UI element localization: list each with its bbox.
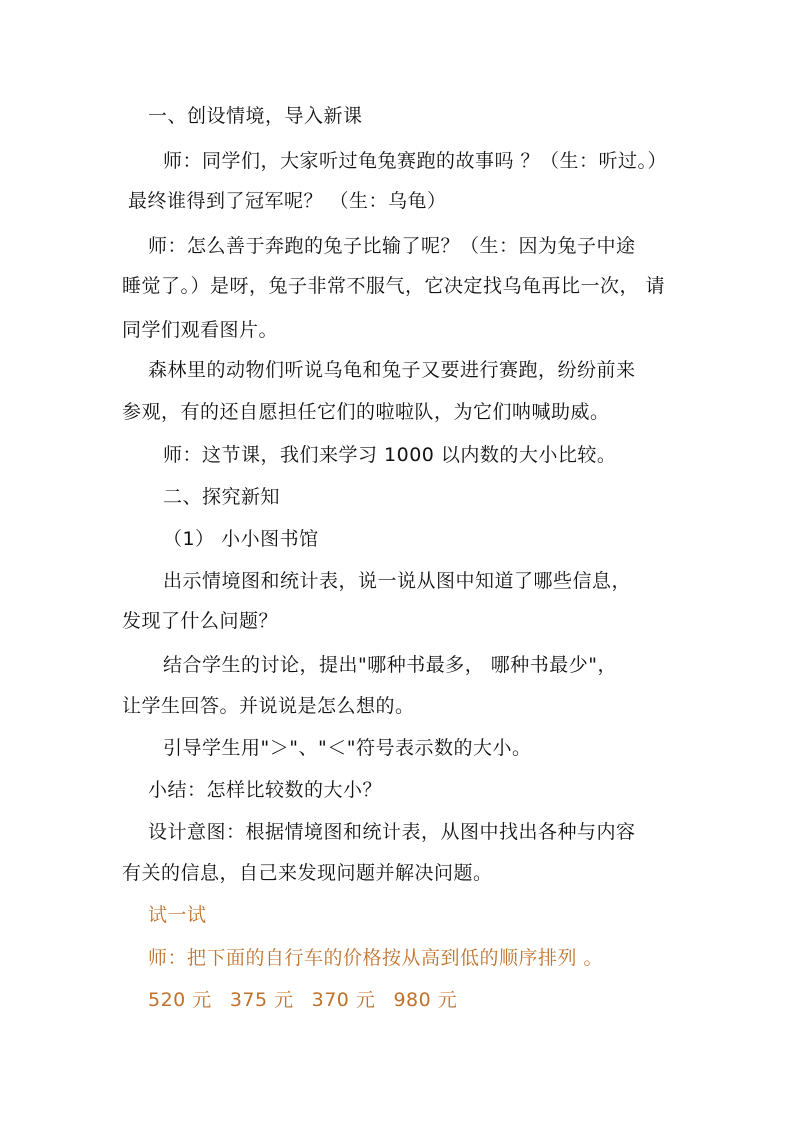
- price-item: 370 元: [311, 989, 376, 1011]
- paragraph-line: 师：这节课，我们来学习 1000 以内数的大小比较。: [163, 444, 617, 466]
- paragraph-line: 让学生回答。并说说是怎么想的。: [122, 695, 415, 717]
- paragraph-line: 最终谁得到了冠军呢？ （生：乌龟）: [128, 190, 447, 212]
- paragraph-line: 出示情境图和统计表，说一说从图中知道了哪些信息，: [163, 570, 632, 592]
- subsection-heading: （1） 小小图书馆: [163, 528, 319, 550]
- paragraph-line: 睡觉了。）是呀，兔子非常不服气，它决定找乌龟再比一次， 请: [122, 275, 666, 297]
- paragraph-line: 师：同学们，大家听过龟兔赛跑的故事吗 ？（生：听过。）: [163, 150, 668, 172]
- price-item: 980 元: [393, 989, 458, 1011]
- paragraph-line: 结合学生的讨论，提出"哪种书最多， 哪种书最少"，: [163, 654, 618, 676]
- design-intent-line: 有关的信息，自己来发现问题并解决问题。: [122, 862, 493, 884]
- summary-line: 小结：怎样比较数的大小？: [148, 779, 383, 801]
- practice-instruction: 师：把下面的自行车的价格按从高到低的顺序排列 。: [148, 947, 604, 969]
- paragraph-line: 发现了什么问题？: [122, 610, 279, 632]
- practice-title: 试一试: [148, 904, 207, 926]
- paragraph-line: 森林里的动物们听说乌龟和兔子又要进行赛跑，纷纷前来: [148, 359, 636, 381]
- section-heading-intro: 一、创设情境，导入新课: [148, 105, 363, 127]
- paragraph-line: 参观，有的还自愿担任它们的啦啦队，为它们呐喊助威。: [122, 401, 610, 423]
- paragraph-line: 同学们观看图片。: [122, 319, 279, 341]
- paragraph-line: 师：怎么善于奔跑的兔子比输了呢？（生：因为兔子中途: [148, 235, 636, 257]
- price-item: 520 元: [148, 989, 212, 1011]
- section-heading-explore: 二、探究新知: [163, 486, 281, 508]
- design-intent-line: 设计意图：根据情境图和统计表，从图中找出各种与内容: [148, 821, 636, 843]
- price-item: 375 元: [229, 989, 294, 1011]
- price-list: [148, 988, 457, 1012]
- paragraph-line: 引导学生用"＞"、"＜"符号表示数的大小。: [163, 737, 532, 759]
